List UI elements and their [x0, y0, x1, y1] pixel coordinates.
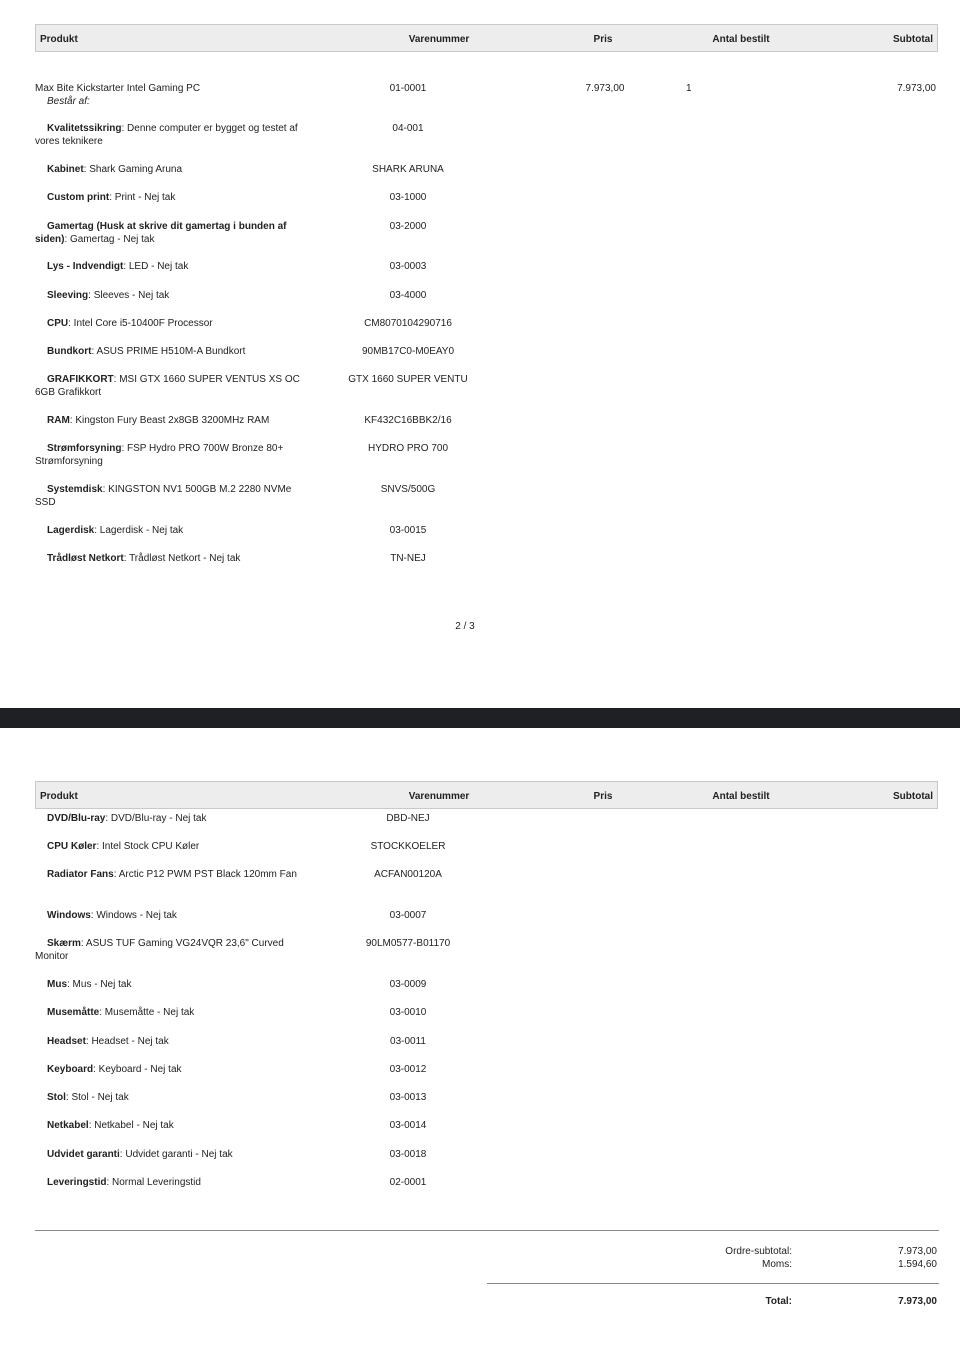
totals-block — [0, 1246, 960, 1326]
component-value: : KINGSTON NV1 500GB M.2 2280 NVMe SSD — [35, 484, 292, 508]
component-label: Netkabel — [47, 1120, 89, 1131]
component-label: Trådløst Netkort — [47, 553, 124, 564]
component-label: Skærm — [47, 938, 81, 949]
header-produkt: Produkt — [40, 34, 78, 45]
component-label: RAM — [47, 415, 70, 426]
component-sku: STOCKKOELER — [370, 841, 446, 852]
component-sku: 03-0007 — [389, 910, 427, 921]
component-sku: 02-0001 — [389, 1177, 427, 1188]
table-header — [35, 24, 938, 52]
component-sku: 03-0015 — [389, 525, 427, 536]
component-value: : Arctic P12 PWM PST Black 120mm Fan — [113, 869, 297, 880]
component-sku: GTX 1660 SUPER VENTU — [348, 374, 468, 385]
component-label: Musemåtte — [47, 1007, 100, 1018]
main-item-name: Max Bite Kickstarter Intel Gaming PC — [35, 83, 201, 94]
component-label: Lagerdisk — [47, 525, 95, 536]
component-label: Mus — [47, 979, 67, 990]
totals-mid-rule — [487, 1283, 939, 1284]
ordre-subtotal-label: Ordre-subtotal: — [725, 1246, 792, 1257]
header-antal: Antal bestilt — [712, 791, 770, 802]
component-sku: TN-NEJ — [390, 553, 426, 564]
component-value: : Netkabel - Nej tak — [88, 1120, 174, 1131]
header-produkt: Produkt — [40, 791, 78, 802]
page-number: 2 / 3 — [455, 621, 475, 632]
header-antal: Antal bestilt — [712, 34, 770, 45]
component-value: : Headset - Nej tak — [85, 1036, 169, 1047]
component-label: Headset — [47, 1036, 86, 1047]
header-varenummer: Varenummer — [408, 34, 470, 45]
component-value: : Lagerdisk - Nej tak — [94, 525, 184, 536]
totals-top-rule — [35, 1230, 939, 1231]
component-value: : Intel Stock CPU Køler — [96, 841, 200, 852]
ordre-subtotal-value: 7.973,00 — [898, 1246, 937, 1257]
component-label: Udvidet garanti — [47, 1149, 120, 1160]
component-sku: 03-0003 — [389, 261, 427, 272]
component-value: : ASUS TUF Gaming VG24VQR 23,6" Curved Monitor — [35, 938, 284, 962]
component-value: : Shark Gaming Aruna — [83, 164, 183, 175]
page-separator — [0, 708, 960, 728]
component-sku: 04-001 — [392, 123, 424, 134]
header-subtotal: Subtotal — [893, 34, 933, 45]
component-value: : DVD/Blu-ray - Nej tak — [105, 813, 207, 824]
component-value: : Kingston Fury Beast 2x8GB 3200MHz RAM — [69, 415, 270, 426]
component-label: Custom print — [47, 192, 110, 203]
component-sku: 03-4000 — [389, 290, 427, 301]
component-value: : Intel Core i5-10400F Processor — [68, 318, 213, 329]
main-item-antal: 1 — [686, 83, 692, 94]
component-label: CPU Køler — [47, 841, 97, 852]
total-value: 7.973,00 — [898, 1296, 937, 1307]
component-label: Keyboard — [47, 1064, 94, 1075]
main-item-note: Består af: — [47, 96, 90, 107]
moms-label: Moms: — [762, 1259, 792, 1270]
component-label: GRAFIKKORT — [47, 374, 114, 385]
header-varenummer: Varenummer — [408, 791, 470, 802]
component-label: Strømforsyning — [47, 443, 122, 454]
component-label: CPU — [47, 318, 69, 329]
component-sku: SNVS/500G — [380, 484, 436, 495]
header-pris: Pris — [593, 34, 613, 45]
component-label: Sleeving — [47, 290, 89, 301]
component-sku: 03-0012 — [389, 1064, 427, 1075]
component-value: : ASUS PRIME H510M-A Bundkort — [91, 346, 246, 357]
component-value: : MSI GTX 1660 SUPER VENTUS XS OC 6GB Grafikkort — [35, 374, 300, 398]
component-sku: 03-0010 — [389, 1007, 427, 1018]
component-sku: 03-0009 — [389, 979, 427, 990]
component-value: : Windows - Nej tak — [90, 910, 177, 921]
component-value: : Normal Leveringstid — [106, 1177, 201, 1188]
component-value: : Udvidet garanti - Nej tak — [119, 1149, 233, 1160]
main-item-pris: 7.973,00 — [585, 83, 625, 94]
component-sku: CM8070104290716 — [364, 318, 452, 329]
component-value: : Sleeves - Nej tak — [88, 290, 170, 301]
moms-value: 1.594,60 — [898, 1259, 937, 1270]
component-value: : Gamertag - Nej tak — [64, 234, 155, 245]
main-item-sku: 01-0001 — [389, 83, 427, 94]
component-label: Kabinet — [47, 164, 84, 175]
component-sku: 03-0011 — [390, 1036, 426, 1047]
component-sku: ACFAN00120A — [374, 869, 442, 880]
component-label: Leveringstid — [47, 1177, 107, 1188]
component-sku: HYDRO PRO 700 — [367, 443, 449, 454]
total-label: Total: — [765, 1296, 792, 1307]
component-label: Stol — [47, 1092, 66, 1103]
component-value: : Print - Nej tak — [109, 192, 176, 203]
component-sku: SHARK ARUNA — [372, 164, 444, 175]
component-sku: 03-0018 — [389, 1149, 427, 1160]
component-value: : FSP Hydro PRO 700W Bronze 80+ Strømforsyning — [35, 443, 284, 467]
component-label: Systemdisk — [47, 484, 103, 495]
invoice-page-3 — [0, 728, 960, 1369]
component-sku: 90MB17C0-M0EAY0 — [361, 346, 455, 357]
component-sku: DBD-NEJ — [386, 813, 430, 824]
component-sku: KF432C16BBK2/16 — [364, 415, 452, 426]
component-value: : Keyboard - Nej tak — [93, 1064, 182, 1075]
header-subtotal: Subtotal — [893, 791, 933, 802]
component-sku: 03-1000 — [389, 192, 427, 203]
main-item-subtotal: 7.973,00 — [897, 83, 936, 94]
component-value: : Mus - Nej tak — [67, 979, 132, 990]
header-pris: Pris — [593, 791, 613, 802]
component-value: : Denne computer er bygget og testet af vores teknikere — [35, 123, 298, 147]
component-label: Gamertag (Husk at skrive dit gamertag i bunden af siden) — [35, 221, 287, 245]
component-sku: 03-0014 — [389, 1120, 427, 1131]
component-sku: 03-2000 — [389, 221, 427, 232]
component-label: Radiator Fans — [47, 869, 114, 880]
component-label: Bundkort — [47, 346, 92, 357]
component-label: Lys - Indvendigt — [47, 261, 124, 272]
component-sku: 03-0013 — [389, 1092, 427, 1103]
component-value: : Musemåtte - Nej tak — [99, 1007, 195, 1018]
table-header — [35, 781, 938, 809]
component-value: : Stol - Nej tak — [65, 1092, 129, 1103]
component-label: DVD/Blu-ray — [47, 813, 106, 824]
component-label: Kvalitetssikring — [47, 123, 122, 134]
component-sku: 90LM0577-B01170 — [365, 938, 451, 949]
component-value: : Trådløst Netkort - Nej tak — [123, 553, 241, 564]
component-value: : LED - Nej tak — [123, 261, 189, 272]
component-label: Windows — [47, 910, 91, 921]
